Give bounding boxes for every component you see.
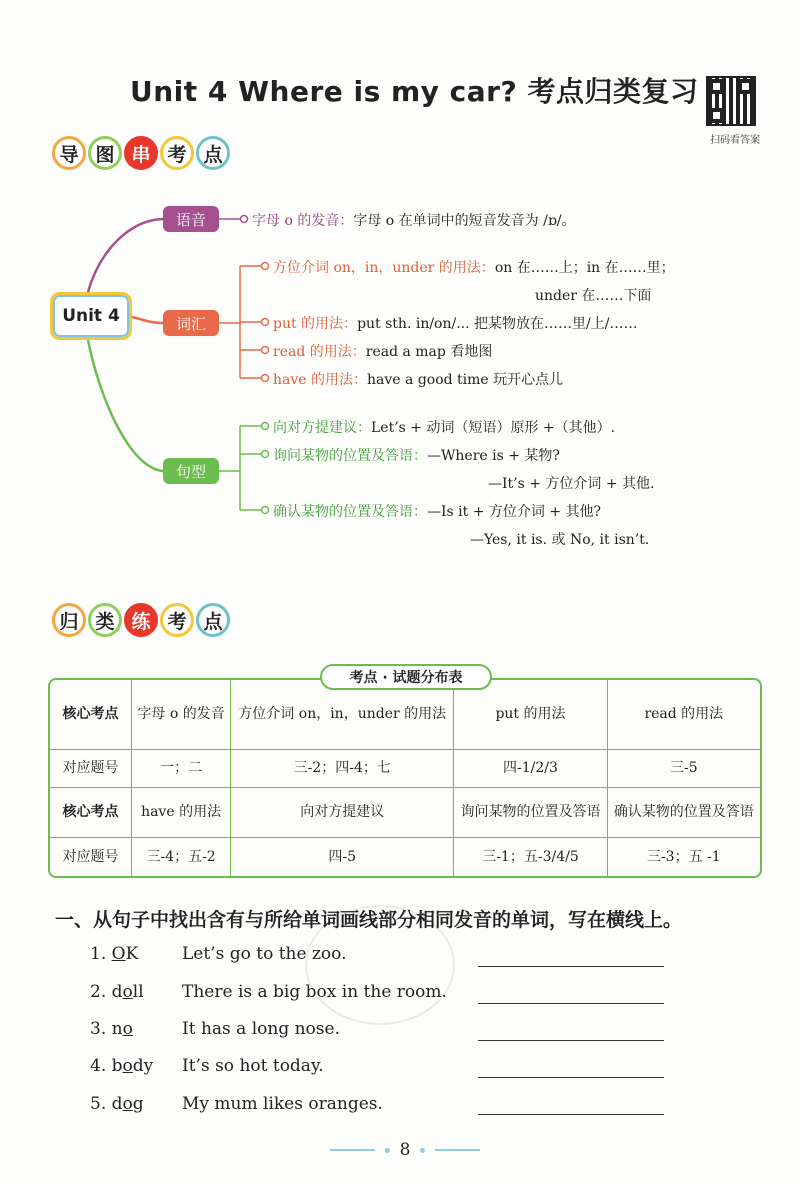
heading-char: 串 (124, 136, 158, 170)
table-caption: 考点 · 试题分布表 (320, 664, 492, 690)
exercise-sentence: My mum likes oranges. (182, 1094, 383, 1114)
table-row-label: 核心考点 (50, 788, 132, 838)
mindmap-text: read a map 看地图 (365, 344, 493, 360)
table-row (50, 788, 760, 838)
mindmap-text: under 在……下面 (535, 288, 652, 304)
table-cell: 方位介词 on，in，under 的用法 (231, 680, 454, 750)
exercise-item (90, 982, 447, 1002)
mindmap-key: 询问某物的位置及答语： (273, 448, 427, 464)
mindmap-text: 字母 o 在单词中的短音发音为 /ɒ/。 (353, 213, 576, 229)
answer-blank[interactable] (478, 1114, 664, 1115)
answer-blank[interactable] (478, 1040, 664, 1041)
mindmap-text: put sth. in/on/... 把某物放在……里/上/…… (357, 316, 638, 332)
branch-vocabulary: 词汇 (163, 310, 219, 336)
table-cell: 四-5 (231, 838, 454, 876)
mindmap-item (252, 210, 576, 230)
heading-char: 考 (160, 136, 194, 170)
answer-blank[interactable] (478, 1077, 664, 1078)
exercise-word: 1. OK (90, 944, 139, 964)
mindmap-text: —It’s + 方位介词 + 其他. (488, 476, 655, 492)
table-cell: have 的用法 (132, 788, 231, 838)
mindmap-center: Unit 4 (50, 292, 132, 340)
mindmap-text: —Is it + 方位介词 + 其他? (427, 504, 602, 520)
page-footer (330, 1138, 480, 1162)
answer-blank[interactable] (478, 966, 664, 967)
mindmap-connectors (0, 0, 800, 560)
mindmap-key: 向对方提建议： (273, 420, 371, 436)
mindmap-text: have a good time 玩开心点儿 (367, 372, 564, 388)
exercise-word: 3. no (90, 1019, 133, 1039)
mindmap-key: read 的用法： (273, 344, 366, 360)
footer-line (330, 1149, 375, 1151)
table-cell: 三-4；五-2 (132, 838, 231, 876)
mindmap-item (535, 285, 651, 305)
mindmap-item (273, 257, 675, 277)
mindmap-key: put 的用法： (273, 316, 358, 332)
heading-char: 图 (88, 136, 122, 170)
table-cell: 三-3；五 -1 (646, 848, 721, 865)
mindmap-key: 方位介词 on，in，under 的用法： (273, 260, 495, 276)
mindmap-item (470, 529, 649, 549)
table-cell: read 的用法 (608, 680, 760, 750)
test-distribution-table (48, 678, 762, 878)
table-cell: 三-1；五-3/4/5 (454, 838, 607, 876)
mindmap-item (488, 473, 655, 493)
exercise-item (90, 944, 346, 964)
exercise-item (90, 1019, 340, 1039)
mindmap-key: 字母 o 的发音： (252, 213, 354, 229)
table-row-label: 对应题号 (50, 750, 132, 788)
heading-char: 点 (196, 136, 230, 170)
heading-char: 导 (52, 136, 86, 170)
exercise-item (90, 1094, 383, 1114)
table-row (50, 750, 760, 788)
table-cell: 一；二 (132, 750, 231, 788)
exercise-title: 一、从句子中找出含有与所给单词画线部分相同发音的单词，写在横线上。 (55, 909, 683, 931)
mindmap-item (273, 445, 560, 465)
heading-char: 练 (124, 603, 158, 637)
heading-char: 点 (196, 603, 230, 637)
table-cell: 向对方提建议 (231, 788, 454, 838)
heading-char: 归 (52, 603, 86, 637)
table-row (50, 838, 760, 876)
table-cell: 四-1/2/3 (454, 750, 607, 788)
heading-char: 考 (160, 603, 194, 637)
page-number: 8 (399, 1140, 411, 1160)
exercise-sentence: It has a long nose. (182, 1019, 340, 1039)
section-heading-practice (52, 603, 230, 637)
qr-caption: 扫码看答案 (710, 135, 760, 146)
exercise-word: 2. doll (90, 982, 144, 1002)
table-cell: 三-5 (608, 750, 760, 788)
branch-sentence-patterns: 句型 (163, 458, 219, 484)
table-cell: 字母 o 的发音 (132, 680, 231, 750)
heading-char: 类 (88, 603, 122, 637)
table-cell: 询问某物的位置及答语 (454, 788, 607, 838)
exercise-sentence: It’s so hot today. (182, 1056, 324, 1076)
table-cell: put 的用法 (454, 680, 607, 750)
mindmap-text: —Where is + 某物? (427, 448, 560, 464)
exercise-sentence: Let’s go to the zoo. (182, 944, 347, 964)
footer-line (435, 1149, 480, 1151)
answer-blank[interactable] (478, 1003, 664, 1004)
mindmap-key: have 的用法： (273, 372, 368, 388)
exercise-item (90, 1056, 324, 1076)
mindmap-item (273, 417, 615, 437)
page-title: Unit 4 Where is my car? 考点归类复习 (130, 75, 699, 108)
mindmap-text: Let’s + 动词（短语）原形 +（其他）. (371, 420, 616, 436)
mindmap-text: —Yes, it is. 或 No, it isn’t. (470, 532, 650, 548)
table-row-label: 对应题号 (50, 838, 132, 876)
table-row (50, 680, 760, 750)
footer-dot (385, 1148, 390, 1153)
table-row-label: 核心考点 (50, 680, 132, 750)
mindmap-item (273, 501, 601, 521)
exercise-sentence: There is a big box in the room. (182, 982, 447, 1002)
table-cell: 确认某物的位置及答语 (608, 788, 760, 838)
mindmap-key: 确认某物的位置及答语： (273, 504, 427, 520)
table-cell: 三-2；四-4；七 (231, 750, 454, 788)
mindmap-text: on 在……上；in 在……里； (494, 260, 675, 276)
mindmap-item (273, 369, 563, 389)
mindmap-item (273, 313, 637, 333)
footer-dot (420, 1148, 425, 1153)
mindmap-item (273, 341, 492, 361)
branch-pronunciation: 语音 (163, 206, 219, 232)
exercise-word: 5. dog (90, 1094, 144, 1114)
exercise-word: 4. body (90, 1056, 154, 1076)
